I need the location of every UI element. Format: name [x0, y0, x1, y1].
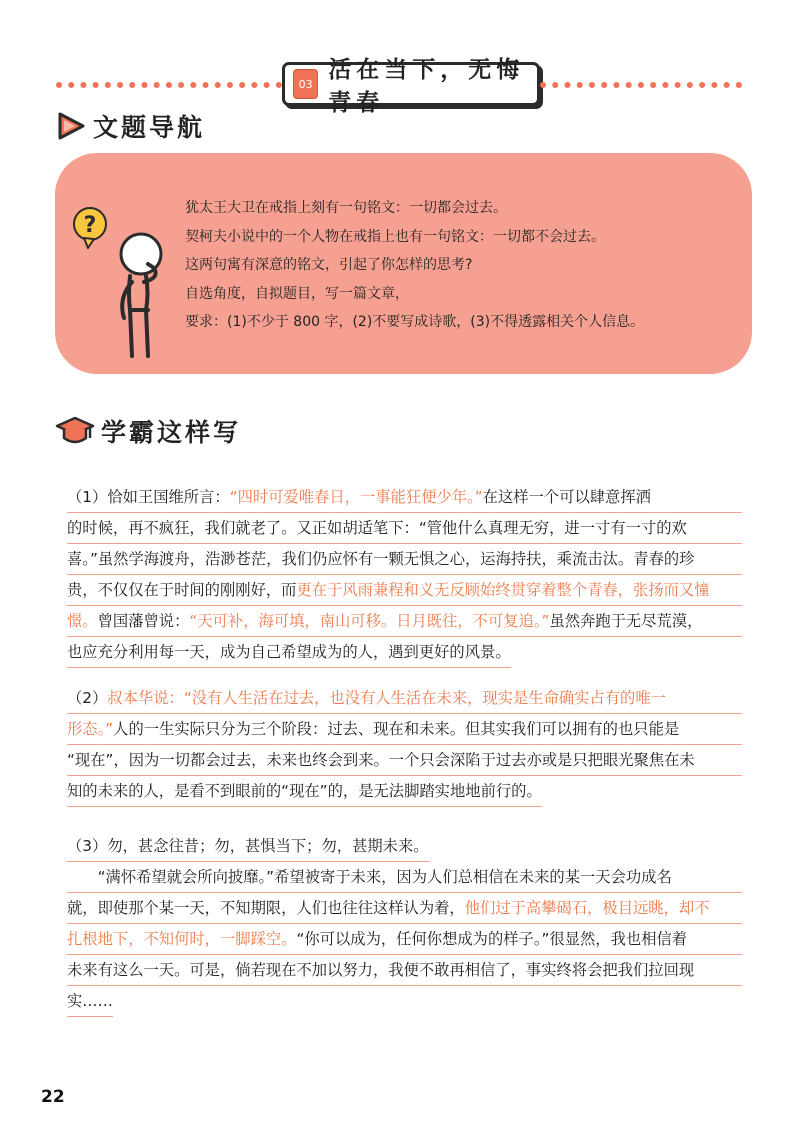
essay-text: “你可以成为，任何你想成为的样子。”很显然，我也相信着 — [296, 930, 688, 948]
essay-text: 实…… — [67, 992, 113, 1010]
essay-line — [67, 544, 742, 575]
title-dots-right — [540, 82, 742, 88]
essay-text: （1）恰如王国维所言： — [67, 488, 230, 506]
prompt-line: 自选角度，自拟题目，写一篇文章， — [185, 285, 409, 302]
graduation-cap-icon — [55, 414, 95, 448]
essay-text: 未来有这么一天。可是，倘若现在不加以努力，我便不敢再相信了，事实终将会把我们拉回现 — [67, 961, 695, 979]
essay-text: 知的未来的人，是看不到眼前的“现在”的，是无法脚踏实地地前行的。 — [67, 782, 542, 800]
question-mark-icon: ? — [83, 213, 97, 238]
essay-text: 也应充分利用每一天，成为自己希望成为的人，遇到更好的风景。 — [67, 643, 511, 661]
essay-highlight: 扎根地下，不知何时，一脚踩空。 — [67, 930, 297, 948]
play-arrow-icon — [55, 110, 87, 142]
essay-line — [67, 831, 429, 862]
essay-text: 的时候，再不疯狂，我们就老了。又正如胡适笔下：“管他什么真理无穷，进一寸有一寸的欢 — [67, 519, 687, 537]
chapter-number-badge: 03 — [293, 69, 318, 99]
nav-heading-text: 文题导航 — [93, 113, 206, 142]
essay-line — [67, 955, 742, 986]
essay-text: 在这样一个可以肆意挥洒 — [482, 488, 651, 506]
title-dots-left — [56, 82, 282, 88]
essay-line — [67, 745, 742, 776]
essay-text: “现在”，因为一切都会过去，未来也终会到来。一个只会深陷于过去亦或是只把眼光聚焦在未 — [67, 751, 695, 769]
essay-line — [67, 637, 511, 668]
prompt-line: 契柯夫小说中的一个人物在戒指上也有一句铭文：一切都不会过去。 — [185, 228, 605, 245]
nav-section-heading — [55, 108, 205, 144]
essay-text: 就，即使那个某一天，不知期限，人们也往往这样认为着， — [67, 899, 465, 917]
essay-line — [67, 986, 113, 1017]
essay-line — [67, 893, 742, 924]
essay-text: 人的一生实际只分为三个阶段：过去、现在和未来。但其实我们可以拥有的也只能是 — [113, 720, 680, 738]
essay-highlight: 叔本华说：“没有人生活在过去，也没有人生活在未来，现实是生命确实占有的唯一 — [107, 689, 666, 707]
essay-paragraph-1 — [67, 482, 742, 668]
essay-highlight: “天可补，海可填，南山可移。日月既往，不可复追。” — [189, 612, 550, 630]
essay-line — [67, 862, 742, 893]
thinking-figure-icon — [68, 206, 168, 365]
essay-text: 喜。”虽然学海渡舟，浩渺苍茫，我们仍应怀有一颗无惧之心，运海持扶，乘流击汰。青春的珍 — [67, 550, 695, 568]
essay-highlight: 更在于风雨兼程和义无反顾始终贯穿着整个青春，张扬而又憧 — [296, 581, 710, 599]
essay-text: “满怀希望就会所向披靡。”希望被寄于未来，因为人们总相信在未来的某一天会功成名 — [67, 868, 672, 886]
chapter-title-box — [282, 57, 540, 116]
essay-highlight: 憬。 — [67, 612, 98, 630]
essay-text: （2） — [67, 689, 108, 707]
essay-highlight: 他们过于高攀碣石，极目远眺，却不 — [464, 899, 710, 917]
prompt-text — [185, 194, 745, 337]
essay-highlight: 形态。” — [67, 720, 114, 738]
essay-line — [67, 606, 742, 637]
essay-text: 虽然奔跑于无尽荒漠， — [549, 612, 703, 630]
essay-line — [67, 776, 542, 807]
essay-line — [67, 714, 742, 745]
essay-highlight: “四时可爱唯春日，一事能狂便少年。” — [229, 488, 483, 506]
prompt-line: 要求：(1)不少于 800 字，(2)不要写成诗歌，(3)不得透露相关个人信息。 — [185, 314, 645, 330]
prompt-line: 犹太王大卫在戒指上刻有一句铭文：一切都会过去。 — [185, 200, 507, 216]
essay-paragraph-2 — [67, 683, 742, 807]
chapter-title: 活在当下，无悔青春 — [328, 57, 525, 116]
essay-text: 曾国藩曾说： — [97, 612, 190, 630]
essay-text: （3）勿，甚念往昔；勿，甚惧当下；勿，甚期未来。 — [67, 837, 429, 855]
essay-line — [67, 513, 742, 544]
page-number: 22 — [41, 1087, 65, 1107]
essay-line — [67, 575, 742, 606]
essay-line — [67, 482, 742, 513]
study-heading-text: 学霸这样写 — [101, 418, 242, 447]
study-section-heading — [55, 413, 241, 449]
essay-line — [67, 924, 742, 955]
essay-line — [67, 683, 742, 714]
essay-text: 贵，不仅仅在于时间的刚刚好，而 — [67, 581, 297, 599]
essay-paragraph-3 — [67, 831, 742, 1017]
prompt-line: 这两句寓有深意的铭文，引起了你怎样的思考? — [185, 257, 473, 273]
